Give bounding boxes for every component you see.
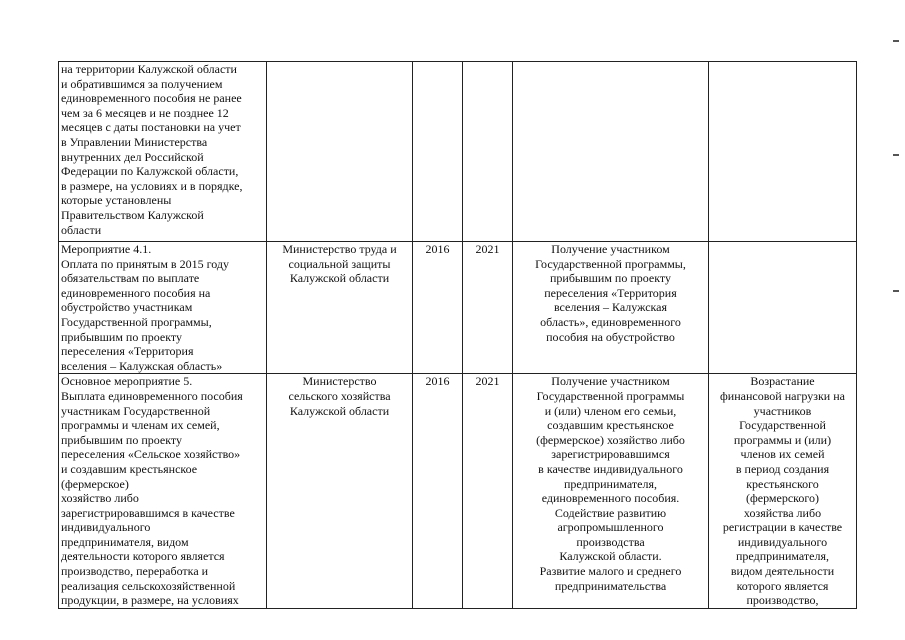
table-row xyxy=(59,242,857,374)
end-year-cell xyxy=(463,62,513,242)
table-row xyxy=(59,374,857,609)
scan-mark xyxy=(893,154,899,156)
start-year-cell: 2016 xyxy=(413,374,463,609)
measure-description-cell: Мероприятие 4.1. Оплата по принятым в 2015 году обязательствам по выплате единовременного пособия на обустройство участникам Государственной программы, прибывшим по проекту переселения «Территория вселения – Калужская область» xyxy=(59,242,267,374)
measure-description-cell: Основное мероприятие 5. Выплата единовременного пособия участникам Государственной программы и членам их семей, прибывшим по проекту переселения «Сельское хозяйство» и создавшим крестьянское (фермерское) хозяйство либо зарегистрировавшимся в качестве индивидуального предпринимателя, видом деятельности которого является производство, переработка и реализация сельскохозяйственной продукции, в размере, на условиях xyxy=(59,374,267,609)
start-year-cell xyxy=(413,62,463,242)
risk-cell xyxy=(709,62,857,242)
table-row xyxy=(59,62,857,242)
risk-cell xyxy=(709,242,857,374)
program-measures-table xyxy=(58,61,857,609)
measure-description-cell: на территории Калужской области и обратившимся за получением единовременного пособия не ранее чем за 6 месяцев и не позднее 12 месяцев с даты постановки на учет в Управлении Министерства внутренних дел Российской Федерации по Калужской области, в размере, на условиях и в порядке, которые установлены Правительством Калужской области xyxy=(59,62,267,242)
executor-cell: Министерство труда и социальной защиты Калужской области xyxy=(267,242,413,374)
executor-cell: Министерство сельского хозяйства Калужской области xyxy=(267,374,413,609)
executor-cell xyxy=(267,62,413,242)
expected-result-cell: Получение участником Государственной программы и (или) членом его семьи, создавшим крестьянское (фермерское) хозяйство либо зарегистрировавшимся в качестве индивидуального предпринимателя, единовременного пособия. Содействие развитию агропромышленного производства Калужской области. Развитие малого и среднего предпринимательства xyxy=(513,374,709,609)
end-year-cell: 2021 xyxy=(463,242,513,374)
scan-mark xyxy=(893,290,899,292)
start-year-cell: 2016 xyxy=(413,242,463,374)
expected-result-cell xyxy=(513,62,709,242)
risk-cell: Возрастание финансовой нагрузки на участников Государственной программы и (или) членов их семей в период создания крестьянского (фермерского) хозяйства либо регистрации в качестве индивидуального предпринимателя, видом деятельности которого является производство, xyxy=(709,374,857,609)
end-year-cell: 2021 xyxy=(463,374,513,609)
expected-result-cell: Получение участником Государственной программы, прибывшим по проекту переселения «Территория вселения – Калужская область», единовременного пособия на обустройство xyxy=(513,242,709,374)
scan-mark xyxy=(893,40,899,42)
